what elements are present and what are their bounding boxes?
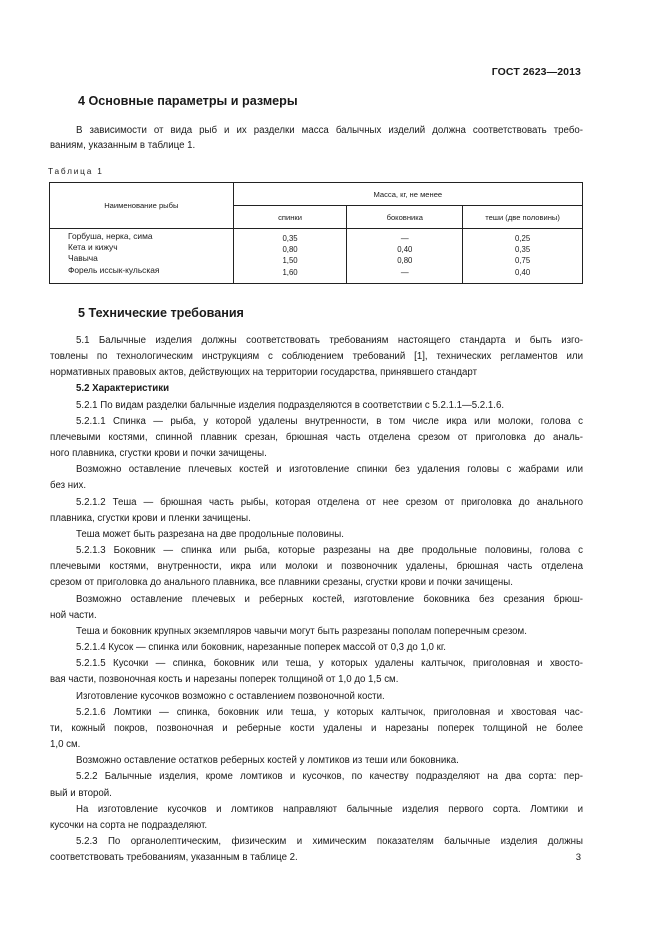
text-line: ти, кожный покров, позвоночная и реберные кости удалены и нарезаны поперек толщиной не более	[50, 723, 583, 734]
table-cell-value: —	[400, 267, 409, 277]
text-line: ного плавника, сгустки крови и почки зачищены.	[50, 448, 267, 459]
text-line: плечевыми костями, спинной плавник срезан, брюшная часть отделена срезом от приголовка до аналь-	[50, 432, 583, 443]
text-line: 5.2.1.4 Кусок — спинка или боковник, нарезанные поперек массой от 0,3 до 1,0 кг.	[76, 642, 446, 653]
text-line: Теша и боковник крупных экземпляров чавычи могут быть разрезаны пополам поперечным срезом.	[76, 626, 527, 637]
text-line: без них.	[50, 480, 87, 491]
text-line: Теша может быть разрезана на две продольные половины.	[76, 529, 344, 540]
text-line: 5.2.1.1 Спинка — рыба, у которой удалены внутренности, в том числе икра или молоки, голова с	[76, 416, 583, 427]
table-cell-value: 1,60	[282, 267, 298, 277]
table-cell-value: 0,25	[515, 234, 531, 243]
table-row-fish-name: Кета и кижуч	[68, 242, 118, 253]
text-line: 1,0 см.	[50, 739, 81, 750]
text-line: вый и второй.	[50, 788, 112, 799]
subsection-title: 5.2 Характеристики	[76, 383, 170, 394]
text-line: нормативных правовых актов, действующих на территории государства, принявшего стандарт	[50, 367, 478, 378]
side-values-cell	[347, 229, 463, 284]
table-cell-value: —	[400, 234, 409, 243]
table-row-fish-name: Форель иссык-кульская	[68, 264, 160, 275]
table-cell-value: 0,40	[515, 267, 531, 277]
section-4-title: 4 Основные параметры и размеры	[78, 94, 298, 108]
page-number: 3	[575, 852, 581, 863]
table-cell-value: 0,35	[515, 245, 531, 255]
table-cell-value: 0,80	[282, 245, 298, 255]
text-line: Возможно оставление плечевых костей и изготовление спинки без удаления головы с жабрами или	[76, 464, 583, 475]
text-line: ной части.	[50, 610, 97, 621]
table-cell-value: 1,50	[282, 256, 298, 266]
text-line: плечевыми костями, внутренности, икра или молоки и позвоночник удалены, брюшная часть отделена	[50, 561, 583, 572]
table-row-fish-name: Горбуша, нерка, сима	[68, 231, 153, 241]
table-cell-value: 0,35	[282, 234, 298, 243]
text-line: 5.1 Балычные изделия должны соответствовать требованиям настоящего стандарта и быть изго-	[76, 335, 583, 346]
column-header-fish-name: Наименование рыбы	[50, 183, 234, 229]
text-line: плавника, сгустки крови и пленки зачищены.	[50, 513, 251, 524]
section-4-text-line: ваниям, указанным в таблице 1.	[50, 140, 196, 151]
fish-names-cell	[50, 229, 234, 284]
text-line: Возможно оставление остатков реберных костей у ломтиков из теши или боковника.	[76, 755, 459, 766]
column-header-belly: теши (две половины)	[463, 206, 583, 229]
text-line: 5.2.1.3 Боковник — спинка или рыба, которые разрезаны на две продольные половины, голова с	[76, 545, 583, 556]
text-line: 5.2.1.6 Ломтики — спинка, боковник или теша, у которых калтычок, приголовная и хвостовая час-	[76, 707, 583, 718]
text-line: 5.2.1.2 Теша — брюшная часть рыбы, которая отделена от нее срезом от приголовка до анального	[76, 497, 583, 508]
text-line: 5.2.1.5 Кусочки — спинка, боковник или теша, у которых удалены калтычок, приголовная и хвосто-	[76, 658, 583, 669]
table-1	[49, 182, 583, 284]
text-line: соответствовать требованиям, указанным в таблице 2.	[50, 852, 298, 863]
belly-values-cell	[463, 229, 583, 284]
column-header-side: боковника	[347, 206, 463, 229]
column-header-back: спинки	[233, 206, 347, 229]
column-group-header-mass: Масса, кг, не менее	[233, 183, 582, 206]
text-line: Изготовление кусочков возможно с оставлением позвоночной кости.	[76, 691, 385, 702]
text-line: срезом от приголовка до анального плавника, все плавники срезаны, сгустки крови и почки зачищены.	[50, 577, 513, 588]
text-line: Возможно оставление плечевых и реберных костей, изготовление боковника без срезания брюш-	[76, 594, 583, 605]
text-line: 5.2.1 По видам разделки балычные изделия подразделяются в соответствии с 5.2.1.1—5.2.1.6.	[76, 400, 505, 411]
text-line: кусочки на сорта не подразделяют.	[50, 820, 208, 831]
text-line: вая части, позвоночная кость и нарезаны поперек толщиной от 1,0 до 1,5 см.	[50, 674, 399, 685]
document-code: ГОСТ 2623—2013	[491, 66, 581, 78]
table-row-fish-name: Чавыча	[68, 253, 98, 264]
table-1-caption: Таблица 1	[48, 166, 104, 176]
text-line: На изготовление кусочков и ломтиков направляют балычные изделия первого сорта. Ломтики и	[76, 804, 583, 815]
section-5-title: 5 Технические требования	[78, 306, 244, 320]
table-cell-value: 0,40	[397, 245, 413, 255]
section-4-text-line: В зависимости от вида рыб и их разделки масса балычных изделий должна соответствовать требо-	[76, 125, 583, 136]
text-line: товлены по технологическим инструкциям с соблюдением требований [1], технических регламентов или	[50, 351, 583, 362]
text-line: 5.2.3 По органолептическим, физическим и химическим показателям балычные изделия должны	[76, 836, 583, 847]
text-line: 5.2.2 Балычные изделия, кроме ломтиков и кусочков, по качеству подразделяют на два сорта: пер-	[76, 771, 583, 782]
table-cell-value: 0,80	[397, 256, 413, 266]
back-values-cell	[233, 229, 347, 284]
table-cell-value: 0,75	[515, 256, 531, 266]
